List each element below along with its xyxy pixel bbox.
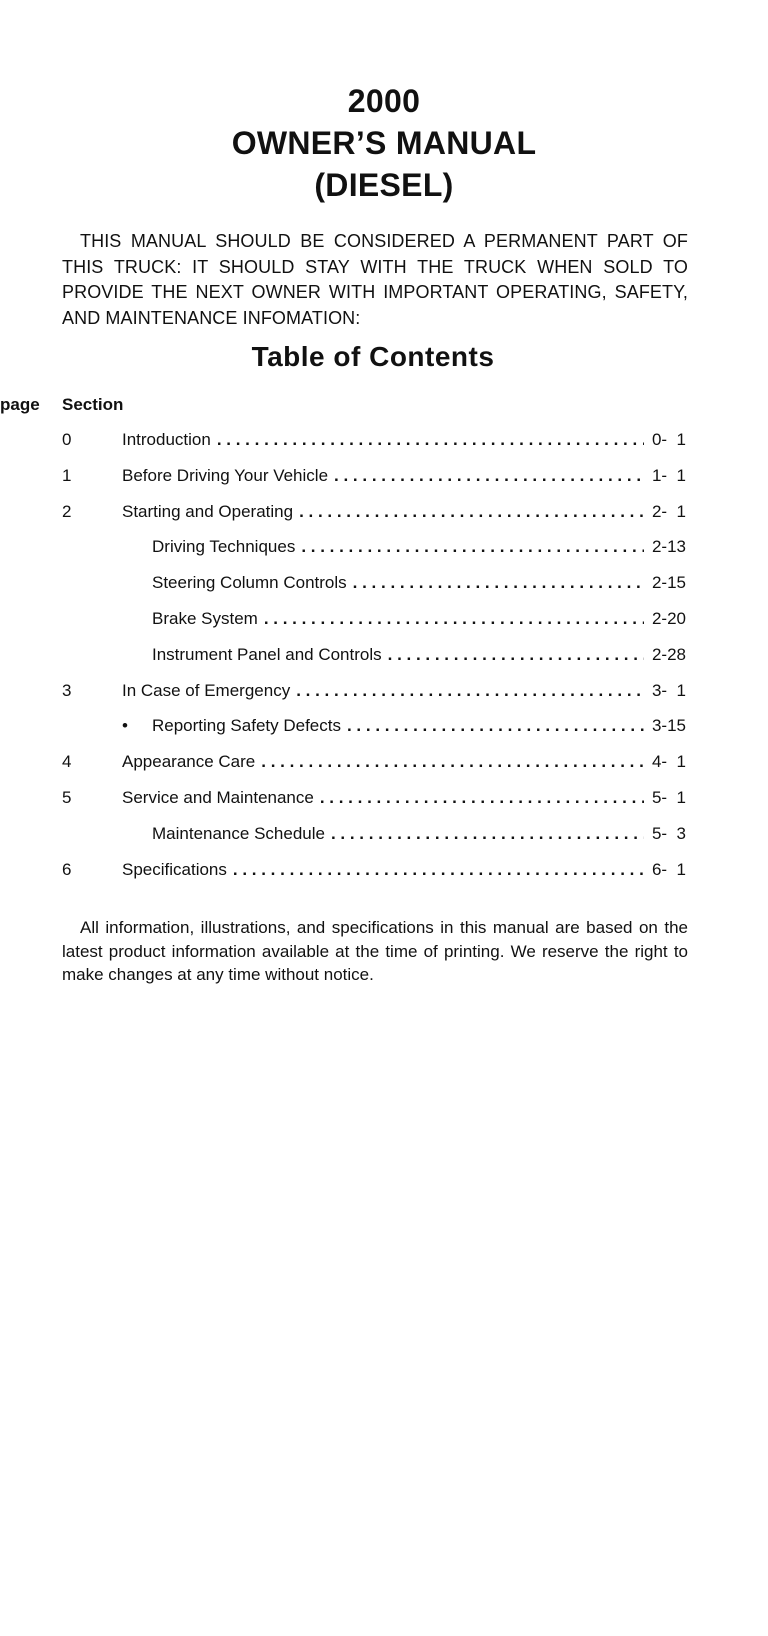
toc-section-number: 4 (62, 752, 72, 772)
toc-row (62, 607, 686, 643)
leader-dots (299, 500, 644, 524)
toc-page-number: 5- 3 (651, 823, 686, 843)
toc-page-number: 3- 1 (651, 680, 686, 700)
title-block (0, 80, 768, 206)
leader-dots (331, 822, 644, 846)
toc-section-number: 2 (62, 501, 72, 521)
toc-row (62, 786, 686, 822)
toc-page-number: 2- 1 (651, 501, 686, 521)
leader-dots (233, 858, 644, 882)
toc-row (62, 464, 686, 500)
toc-page-number: 6- 1 (651, 859, 686, 879)
toc-entry (122, 500, 686, 524)
intro-paragraph: THIS MANUAL SHOULD BE CONSIDERED A PERMANENT PART OF THIS TRUCK: IT SHOULD STAY WITH THE TRUCK WHEN SOLD TO PROVIDE THE NEXT OWNER WITH IMPORTANT OPERATING, SAFETY, AND MAINTENANCE INFOMATION: (62, 231, 688, 328)
bullet-icon: • (122, 716, 128, 736)
toc-entry-title: Maintenance Schedule (152, 823, 325, 843)
title-diesel: (DIESEL) (314, 167, 454, 203)
title-owners-manual: OWNER’S MANUAL (231, 125, 537, 161)
toc-entry-title: Starting and Operating (122, 501, 294, 521)
toc-page-number: 5- 1 (651, 787, 686, 807)
leader-dots (217, 428, 644, 452)
toc-section-number: 1 (62, 465, 72, 485)
toc-section-number: 5 (62, 787, 72, 807)
toc-row (62, 500, 686, 536)
toc-page-number: 2-20 (651, 608, 686, 628)
toc-row (62, 714, 686, 750)
toc-entry-title: Service and Maintenance (122, 787, 314, 807)
title-year: 2000 (347, 83, 421, 119)
toc-entry (122, 679, 686, 703)
leader-dots (347, 714, 644, 738)
toc-entry-title: Before Driving Your Vehicle (122, 465, 329, 485)
toc-entry-title: In Case of Emergency (122, 680, 291, 700)
toc-entry-title: Driving Techniques (152, 537, 296, 557)
toc-section-number: 6 (62, 859, 72, 879)
toc-page-number: 2-28 (651, 644, 686, 664)
toc-entry (122, 750, 686, 774)
toc-entry (152, 822, 686, 846)
leader-dots (261, 750, 644, 774)
toc-row (62, 858, 686, 894)
toc-row (62, 535, 686, 571)
section-column-label: Section (62, 395, 124, 414)
toc-list (62, 428, 686, 893)
toc-entry-title: Brake System (152, 608, 258, 628)
toc-entry-title: Introduction (122, 430, 211, 449)
toc-entry-title: Steering Column Controls (152, 573, 347, 593)
toc-page-number: 1- 1 (651, 465, 686, 485)
toc-entry (152, 643, 686, 667)
toc-row (62, 428, 686, 464)
leader-dots (388, 643, 644, 667)
toc-entry (152, 571, 686, 595)
toc-row (62, 571, 686, 607)
leader-dots (353, 571, 644, 595)
toc-heading: Table of Contents (251, 341, 495, 372)
toc-entry (152, 607, 686, 631)
toc-page-number: 3-15 (651, 716, 686, 736)
toc-row (62, 822, 686, 858)
toc-page-number: 4- 1 (651, 752, 686, 772)
toc-entry-title: Instrument Panel and Controls (152, 644, 382, 664)
leader-dots (320, 786, 644, 810)
toc-entry (122, 858, 686, 882)
toc-page-number: 2-15 (651, 573, 686, 593)
toc-page-number: 2-13 (651, 537, 686, 557)
toc-entry (152, 714, 686, 738)
leader-dots (334, 464, 644, 488)
page-column-label: page (0, 395, 40, 414)
leader-dots (296, 679, 644, 703)
toc-entry-title: Appearance Care (122, 752, 256, 772)
toc-row (62, 679, 686, 715)
toc-page-number: 0- 1 (651, 430, 686, 449)
toc-entry (122, 464, 686, 488)
toc-entry (152, 535, 686, 559)
toc-entry-title: Specifications (122, 859, 227, 879)
toc-entry (122, 786, 686, 810)
leader-dots (301, 535, 644, 559)
leader-dots (264, 607, 644, 631)
toc-row (62, 750, 686, 786)
toc-section-number: 0 (62, 430, 72, 449)
toc-section-number: 3 (62, 680, 72, 700)
disclaimer-paragraph: All information, illustrations, and specifications in this manual are based on the latest product information available at the time of printing. We reserve the right to make changes at any time without notice. (62, 918, 688, 984)
toc-row (62, 643, 686, 679)
toc-entry (122, 428, 686, 452)
toc-entry-title: Reporting Safety Defects (152, 716, 341, 736)
